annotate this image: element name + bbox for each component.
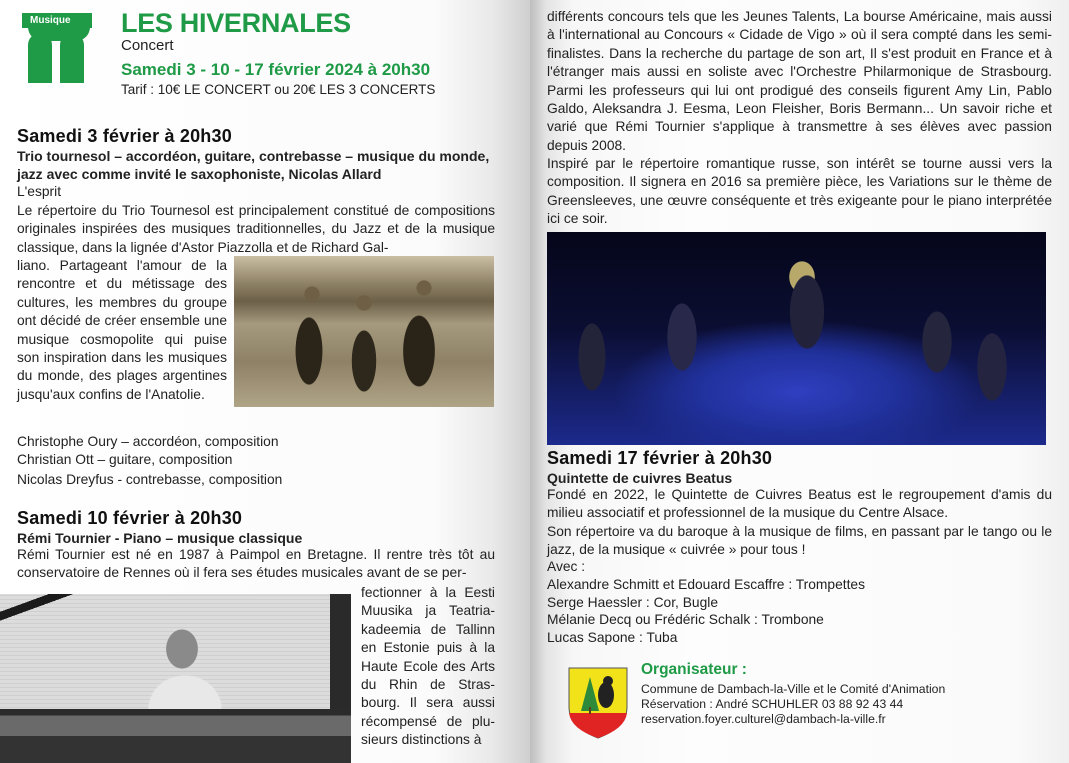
page-subtitle: Concert <box>121 37 174 54</box>
organizer-email-link[interactable]: reservation.foyer.culturel@dambach-la-ville.fr <box>641 712 886 726</box>
concert3-member: Lucas Sapone : Tuba <box>547 630 678 645</box>
quintette-beatus-photo <box>547 232 1046 445</box>
concert3-member: Mélanie Decq ou Frédéric Schalk : Trombone <box>547 612 824 627</box>
remi-tournier-photo <box>0 594 351 763</box>
concert3-member: Serge Haessler : Cor, Bugle <box>547 595 719 610</box>
left-page <box>0 0 530 763</box>
event-dates: Samedi 3 - 10 - 17 février 2024 à 20h30 <box>121 60 431 79</box>
concert1-member: Christian Ott – guitare, composition <box>17 452 233 467</box>
concert1-label: L'esprit <box>17 184 62 199</box>
concert2-date: Samedi 10 février à 20h30 <box>17 508 243 528</box>
organizer-reservation: Réservation : André SCHUHLER 03 88 92 43 44 <box>641 697 904 711</box>
concert1-subtitle: Trio tournesol – accordéon, guitare, contrebasse – musique du monde, jazz avec comme invité le saxophoniste, Nicolas Allard <box>17 148 490 182</box>
organizer-title: Organisateur : <box>641 661 747 678</box>
concert1-member: Christophe Oury – accordéon, composition <box>17 434 279 449</box>
concert1-intro: Le répertoire du Trio Tournesol est principalement constitué de compositions originales inspirées des musiques traditionnelles, du Jazz et de la musique classique, dans la lignée d'Astor Piazzolla et de Richard Gal- <box>17 203 495 255</box>
concert1-date: Samedi 3 février à 20h30 <box>17 126 232 146</box>
concert3-subtitle: Quintette de cuivres Beatus <box>547 470 733 486</box>
concert2-para2: Inspiré par le répertoire romantique russe, son intérêt se tourne aussi vers la composition. Il signera en 2016 sa première pièce, les Variations sur le thème de Greensleeves, une œuvre conséquente et très exigeante pour le piano interprétée ici ce soir. <box>547 156 1052 227</box>
concert3-member: Alexandre Schmitt et Edouard Escaffre : Trompettes <box>547 577 865 592</box>
organizer-name: Commune de Dambach-la-Ville et le Comité d'Animation <box>641 682 946 696</box>
concert3-date: Samedi 17 février à 20h30 <box>547 448 773 468</box>
concert2-body: fectionner à la Eesti Muusika ja Teatria-kadeemia de Tallinn en Estonie puis à la Haute Ecole des Arts du Rhin de Stras-bourg. Il sera aussi récompensé de plu-sieurs distinctions à <box>361 585 495 748</box>
concert2-intro: Rémi Tournier est né en 1987 à Paimpol en Bretagne. Il rentre très tôt au conservatoire de Rennes où il fera ses études musicales avant de se per- <box>17 547 495 581</box>
dambach-coat-of-arms-icon <box>568 667 628 739</box>
page-title: LES HIVERNALES <box>121 8 351 38</box>
concert1-member: Nicolas Dreyfus - contrebasse, composition <box>17 472 283 487</box>
logo-label: Musique <box>22 13 92 28</box>
concert1-body: liano. Partageant l'amour de la rencontre et du métissage des cultures, les membres du groupe ont décidé de créer ensemble une musique cosmopolite qui puise son inspiration dans les musiques du monde, des plages argentines jusqu'aux confins de l'Anatolie. <box>17 258 227 402</box>
concert2-subtitle: Rémi Tournier - Piano – musique classique <box>17 530 303 546</box>
concert3-avec-label: Avec : <box>547 559 586 574</box>
logo-arch-left <box>28 33 52 83</box>
logo-arch-right <box>60 33 84 83</box>
musique-logo-icon <box>22 13 92 83</box>
trio-tournesol-photo <box>234 256 494 407</box>
concert2-continued: différents concours tels que les Jeunes Talents, La bourse Américaine, mais aussi à l'international au Concours « Cidade de Vigo » où il sera compté dans les semi-finalistes. Dans la recherche du partage de son art, Il s'est produit en France et à l'étranger mais aussi en soliste avec l'Orchestre Philarmonique de Strasbourg. Parmi les professeurs qui lui ont prodigué des conseils figurent Amy Lin, Pablo Galdo, Aleksandra J. Eesma, Leon Fleisher, Boris Bermann... Un savoir riche et varié que Rémi Tournier s'applique à transmettre à ses élèves avec passion depuis 2008. <box>547 9 1052 153</box>
concert3-para2: Son répertoire va du baroque à la musique de films, en passant par le tango ou le jazz, de la musique « cuivrée » pour tous ! <box>547 524 1052 558</box>
ticket-price: Tarif : 10€ LE CONCERT ou 20€ LES 3 CONCERTS <box>121 82 436 97</box>
concert3-para1: Fondé en 2022, le Quintette de Cuivres Beatus est le regroupement d'amis du milieu associatif et professionnel de la musique du Centre Alsace. <box>547 487 1052 521</box>
